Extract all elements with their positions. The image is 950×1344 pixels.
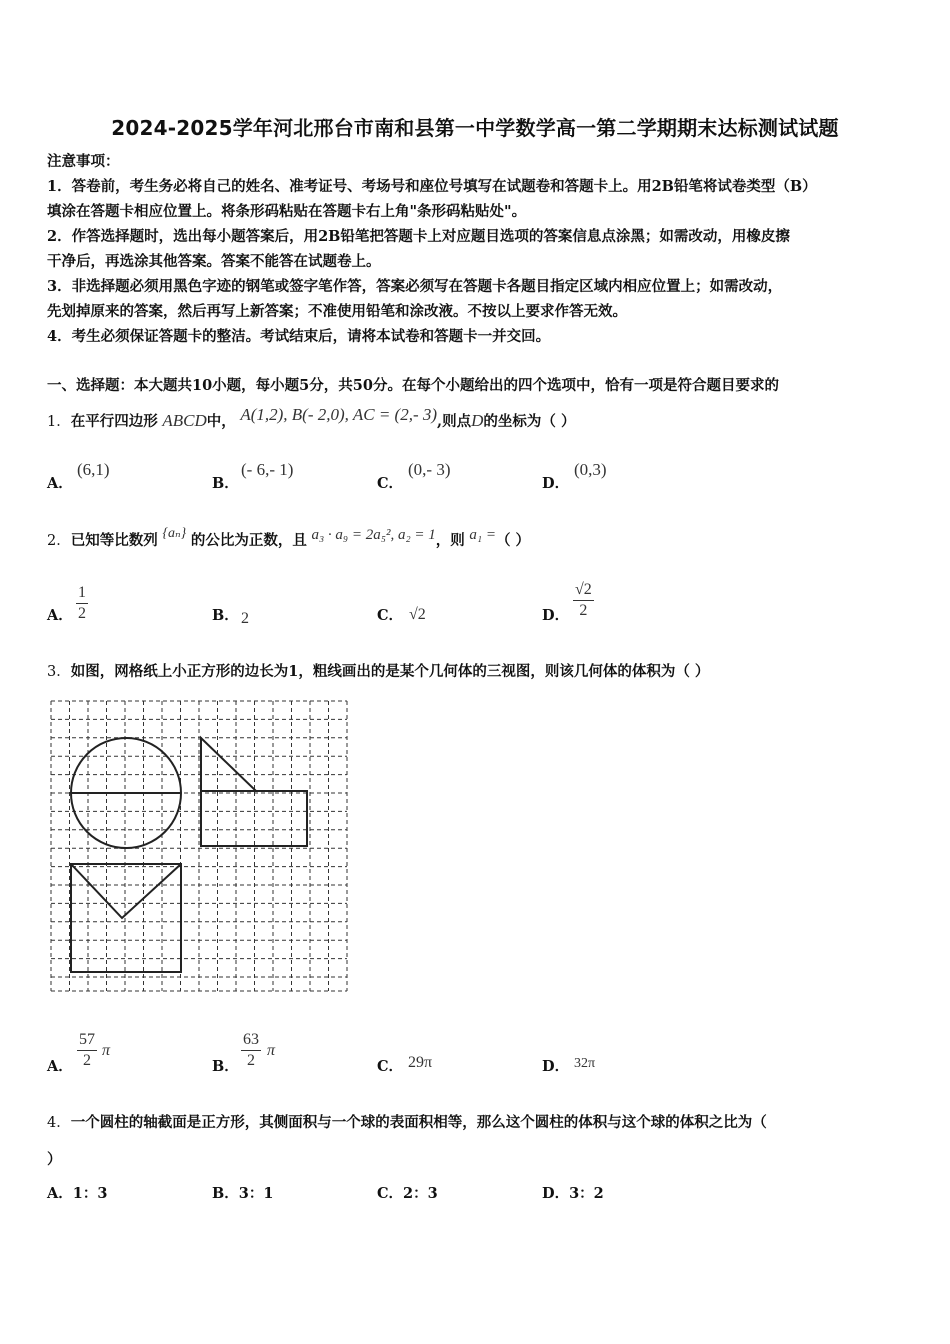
question-1: 1．在平行四边形 ABCD中， A(1,2), B(- 2,0), AC = (2,- 3),则点D的坐标为（ ） (47, 405, 576, 430)
notice-heading: 注意事项： (47, 153, 120, 170)
section-heading: 一、选择题：本大题共10小题，每小题5分，共50分。在每个小题给出的四个选项中，恰有一项是符合题目要求的 (47, 377, 779, 394)
option-label[interactable]: C． (377, 607, 404, 624)
option-value: (6,1) (77, 460, 110, 479)
question-4: 4．一个圆柱的轴截面是正方形，其侧面积与一个球的表面积相等，那么这个圆柱的体积与这个球的体积之比为（ (47, 1114, 767, 1131)
option-d[interactable]: D．3：2 (542, 1185, 604, 1202)
option-value: √2 (409, 606, 426, 623)
option-label[interactable]: B． (212, 607, 239, 624)
option-label[interactable]: C． (377, 1058, 404, 1075)
option-label[interactable]: A． (47, 607, 73, 624)
notice-line: 先划掉原来的答案，然后再写上新答案；不准使用铅笔和涂改液。不按以上要求作答无效。 (47, 303, 627, 320)
q1-condition: A(1,2), B(- 2,0), AC = (2,- 3) (240, 405, 438, 424)
option-label[interactable]: D． (542, 1058, 570, 1075)
question-number: 1． (47, 414, 71, 430)
option-value: 2 (241, 610, 249, 627)
option-value: 29π (408, 1054, 433, 1071)
option-label[interactable]: D． (542, 607, 570, 624)
option-label[interactable]: B． (212, 475, 239, 492)
option-c[interactable]: C．2：3 (377, 1185, 438, 1202)
notice-line: 1．答卷前，考生务必将自己的姓名、准考证号、考场号和座位号填写在试题卷和答题卡上。用2B铅笔将试卷类型（B） (47, 178, 817, 195)
option-a[interactable]: A．1：3 (47, 1185, 108, 1202)
option-fraction: $\frac{57}{2}$ (79, 1031, 95, 1069)
option-label[interactable]: A． (47, 475, 73, 492)
option-label[interactable]: B． (212, 1058, 239, 1075)
option-label[interactable]: A． (47, 1058, 73, 1075)
option-label[interactable]: D． (542, 475, 570, 492)
notice-line: 干净后，再选涂其他答案。答案不能答在试题卷上。 (47, 253, 381, 270)
page-title: 2024-2025学年河北邢台市南和县第一中学数学高一第二学期期末达标测试试题 (111, 116, 839, 140)
question-3: 3．如图，网格纸上小正方形的边长为1，粗线画出的是某个几何体的三视图，则该几何体的体积为（ ） (47, 663, 710, 680)
option-b[interactable]: B．3：1 (212, 1185, 274, 1202)
question-2: 2．已知等比数列 {aₙ} 的公比为正数，且 a₃ · a₉ = 2a₅², a₂ = 1，则 a₁ =（ ） (47, 526, 531, 549)
option-fraction: $\frac{63}{2}$ (243, 1031, 259, 1069)
option-value: (- 6,- 1) (241, 460, 294, 479)
option-value: (0,- 3) (408, 460, 451, 479)
notice-line: 2．作答选择题时，选出每小题答案后，用2B铅笔把答题卡上对应题目选项的答案信息点涂黑；如需改动，用橡皮擦 (47, 228, 790, 245)
q2-condition: a₃ · a₉ = 2a₅², a₂ = 1 (311, 527, 436, 543)
option-fraction: $\frac{1}{2}$ (78, 584, 86, 622)
notice-line: 3．非选择题必须用黑色字迹的钢笔或签字笔作答，答案必须写在答题卡各题目指定区域内相应位置上；如需改动， (47, 278, 783, 295)
three-view-figure (50, 700, 350, 994)
option-value: 32π (574, 1056, 596, 1071)
option-value: (0,3) (574, 460, 607, 479)
option-fraction: $\frac{√2}{2}$ (575, 581, 592, 619)
notice-line: 4．考生必须保证答题卡的整洁。考试结束后，请将本试卷和答题卡一并交回。 (47, 328, 551, 345)
option-label[interactable]: C． (377, 475, 404, 492)
notice-line: 填涂在答题卡相应位置上。将条形码粘贴在答题卡右上角"条形码粘贴处"。 (47, 203, 527, 220)
